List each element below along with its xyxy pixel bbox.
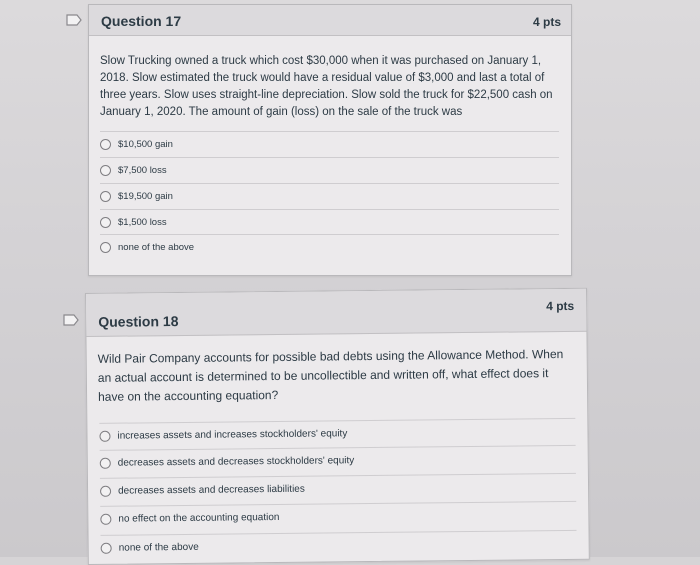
answer-option[interactable] [100,473,576,503]
question-18-card [85,288,590,565]
answer-option[interactable] [99,418,575,448]
radio-button[interactable] [101,542,112,553]
question-18-header [86,289,586,337]
radio-button[interactable] [100,242,111,253]
radio-button[interactable] [100,513,111,524]
answer-label: no effect on the accounting equation [118,511,280,525]
answer-option[interactable] [101,530,577,560]
question-18-title: Question 18 [98,313,179,330]
radio-button[interactable] [100,485,111,496]
answer-option[interactable] [100,445,576,475]
answer-label: $10,500 gain [118,138,173,150]
answer-label: increases assets and increases stockholders' equity [117,427,348,442]
radio-button[interactable] [100,139,111,150]
question-17-text: Slow Trucking owned a truck which cost $30,000 when it was purchased on January 1, 2018. Slow estimated the truck would have a residual value of $3,000 and last a total of three years. Slow uses straight-line depreciation. Slow sold the truck for $22,500 cash on January 1, 2020. The amount of gain (loss) on the sale of the truck was [100,55,553,118]
answer-option[interactable] [100,209,559,234]
question-17-title: Question 17 [101,13,182,29]
answer-label: $1,500 loss [118,216,167,228]
answer-label: none of the above [118,541,199,554]
question-18-points: 4 pts [546,298,575,314]
radio-button[interactable] [99,430,110,441]
radio-button[interactable] [100,191,111,202]
question-17-header [89,5,571,36]
radio-button[interactable] [100,457,111,468]
flag-icon[interactable] [66,14,82,26]
answer-option[interactable] [100,157,559,182]
answer-option[interactable] [100,234,559,259]
answer-option[interactable] [100,183,559,208]
answer-label: $19,500 gain [118,190,173,202]
answer-option[interactable] [100,501,576,531]
question-17-card [88,4,572,276]
answer-label: decreases assets and decreases liabilities [118,483,305,497]
answer-option[interactable] [100,131,559,156]
answer-label: none of the above [118,241,195,253]
answer-label: decreases assets and decreases stockholders' equity [117,454,355,469]
radio-button[interactable] [100,165,111,176]
question-17-points: 4 pts [532,15,561,29]
flag-icon[interactable] [63,314,79,326]
radio-button[interactable] [100,217,111,228]
question-18-text: Wild Pair Company accounts for possible bad debts using the Allowance Method. When an actual account is determined to be uncollectible and written off, what effect does it have on the accounting equation? [97,346,564,404]
answer-label: $7,500 loss [118,164,167,176]
